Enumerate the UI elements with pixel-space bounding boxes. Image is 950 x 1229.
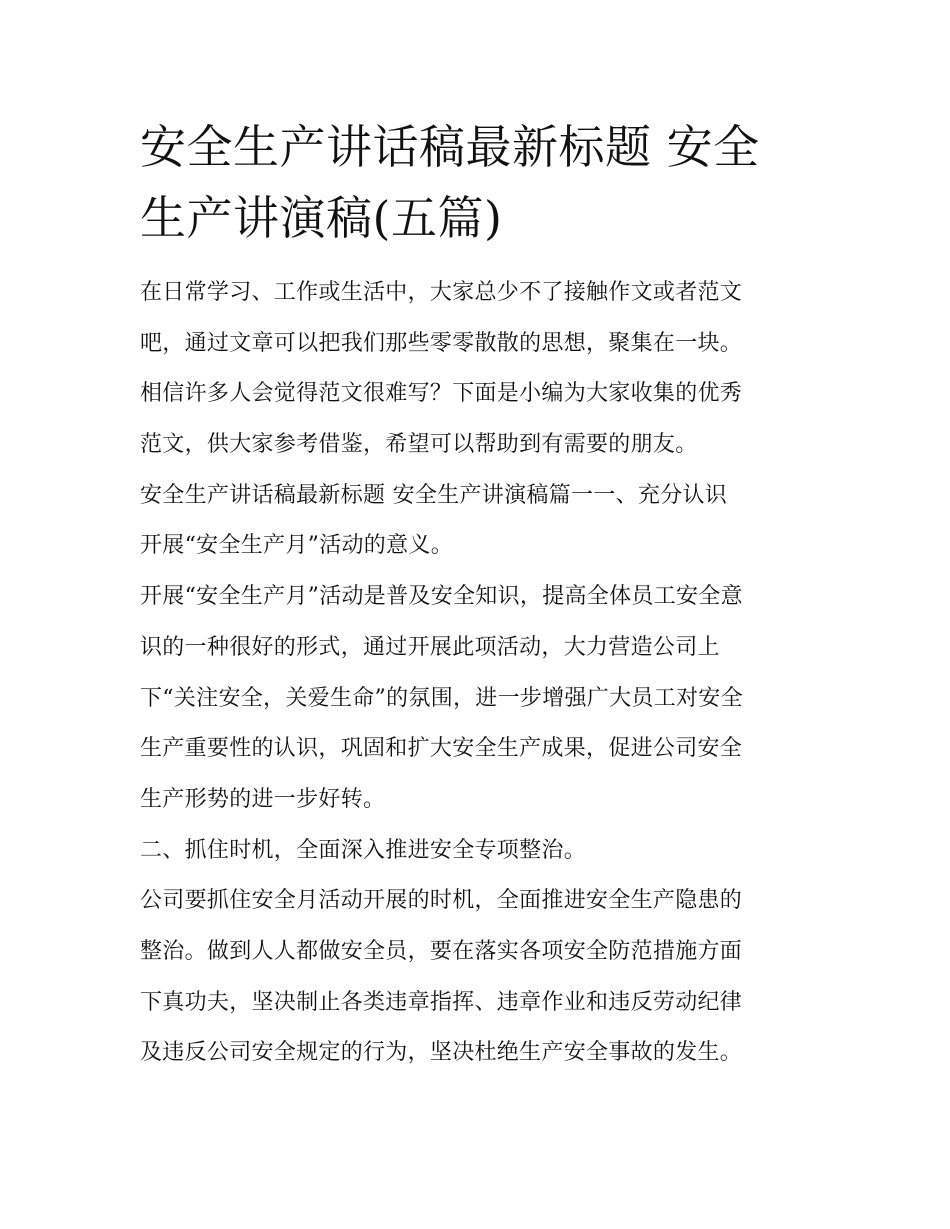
text-line: 开展“安全生产月”活动是普及安全知识，提高全体员工安全意 xyxy=(140,584,743,610)
text-line: 开展“安全生产月”活动的意义。 xyxy=(140,533,453,559)
title-line-2: 生产讲演稿(五篇) xyxy=(140,191,503,245)
text-line: 及违反公司安全规定的行为，坚决杜绝生产安全事故的发生。 xyxy=(140,1040,743,1066)
text-line: 在日常学习、工作或生活中，大家总少不了接触作文或者范文 xyxy=(140,280,743,305)
text-line: 吧，通过文章可以把我们那些零零散散的思想，聚集在一块。 xyxy=(140,330,743,356)
document-body xyxy=(140,268,816,1079)
text-line: 下真功夫，坚决制止各类违章指挥、违章作业和违反劳动纪律 xyxy=(140,989,743,1015)
title-line-1: 安全生产讲话稿最新标题 安全 xyxy=(140,120,760,174)
text-line: 相信许多人会觉得范文很难写？下面是小编为大家收集的优秀 xyxy=(140,381,743,407)
text-line: 二、抓住时机，全面深入推进安全专项整治。 xyxy=(140,837,587,863)
text-line: 生产形势的进一步好转。 xyxy=(140,786,386,812)
text-line: 范文，供大家参考借鉴，希望可以帮助到有需要的朋友。 xyxy=(140,432,698,458)
text-line: 识的一种很好的形式，通过开展此项活动，大力营造公司上 xyxy=(140,634,720,660)
text-line: 公司要抓住安全月活动开展的时机，全面推进安全生产隐患的 xyxy=(140,888,743,914)
document-page xyxy=(140,112,816,1079)
text-line: 安全生产讲话稿最新标题 安全生产讲演稿篇一一、充分认识 xyxy=(140,482,728,508)
text-line: 生产重要性的认识，巩固和扩大安全生产成果，促进公司安全 xyxy=(140,736,743,762)
document-title xyxy=(140,112,816,254)
text-line: 下“关注安全，关爱生命”的氛围，进一步增强广大员工对安全 xyxy=(140,685,743,711)
text-line: 整治。做到人人都做安全员，要在落实各项安全防范措施方面 xyxy=(140,938,743,964)
